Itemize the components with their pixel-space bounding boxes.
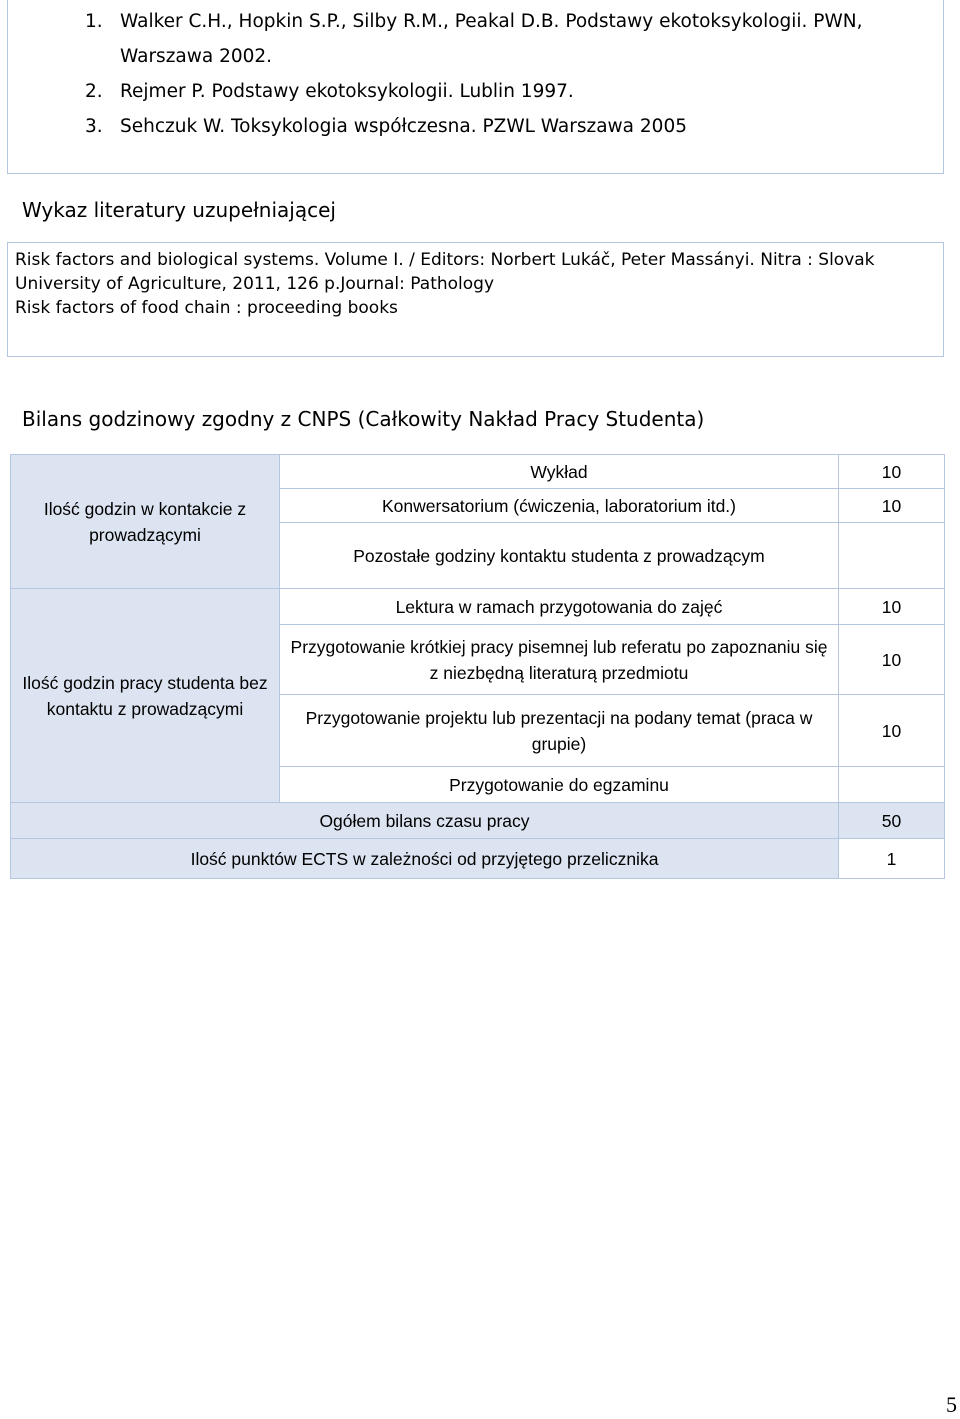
table-row: [11, 839, 945, 879]
supplementary-box: [7, 242, 944, 357]
literature-item: [8, 4, 940, 74]
balance-table: [10, 454, 945, 879]
literature-item-text: Sehczuk W. Toksykologia współczesna. PZWL Warszawa 2005: [120, 116, 687, 137]
activity-value: 10: [839, 625, 945, 695]
activity-label: Konwersatorium (ćwiczenia, laboratorium itd.): [280, 489, 839, 523]
literature-item: [8, 74, 940, 109]
table-row: [11, 455, 945, 489]
activity-value: 10: [839, 489, 945, 523]
ects-points-label: Ilość punktów ECTS w zależności od przyjętego przelicznika: [11, 839, 839, 879]
activity-value: 10: [839, 589, 945, 625]
total-hours-value: 50: [839, 803, 945, 839]
supplementary-heading: Wykaz literatury uzupełniającej: [22, 198, 336, 222]
supplementary-line: Risk factors of food chain : proceeding books: [15, 298, 398, 318]
total-hours-label: Ogółem bilans czasu pracy: [11, 803, 839, 839]
table-row: [11, 589, 945, 625]
supplementary-line: Risk factors and biological systems. Volume I. / Editors: Norbert Lukáč, Peter Massányi. Nitra : Slovak University of Agriculture, 2011, 126 p.Journal: Pathology: [15, 250, 875, 294]
balance-heading: Bilans godzinowy zgodny z CNPS (Całkowity Nakład Pracy Studenta): [22, 407, 705, 431]
literature-item-number: 1.: [85, 11, 103, 32]
activity-label: Przygotowanie do egzaminu: [280, 767, 839, 803]
literature-list: [8, 4, 940, 144]
activity-label: Przygotowanie krótkiej pracy pisemnej lub referatu po zapoznaniu się z niezbędną literaturą przedmiotu: [280, 625, 839, 695]
literature-item-number: 2.: [85, 81, 103, 102]
activity-value: [839, 523, 945, 589]
table-row: [11, 803, 945, 839]
activity-value: 10: [839, 455, 945, 489]
literature-item-number: 3.: [85, 116, 103, 137]
self-study-hours-label: Ilość godzin pracy studenta bez kontaktu z prowadzącymi: [11, 589, 280, 803]
literature-box: [7, 0, 944, 174]
activity-label: Lektura w ramach przygotowania do zajęć: [280, 589, 839, 625]
literature-item-text: Walker C.H., Hopkin S.P., Silby R.M., Peakal D.B. Podstawy ekotoksykologii. PWN, Warszawa 2002.: [120, 11, 863, 67]
activity-value: [839, 767, 945, 803]
activity-label: Pozostałe godziny kontaktu studenta z prowadzącym: [280, 523, 839, 589]
activity-label: Wykład: [280, 455, 839, 489]
contact-hours-label: Ilość godzin w kontakcie z prowadzącymi: [11, 455, 280, 589]
activity-value: 10: [839, 695, 945, 767]
activity-label: Przygotowanie projektu lub prezentacji na podany temat (praca w grupie): [280, 695, 839, 767]
page-number: 5: [946, 1392, 957, 1417]
ects-points-value: 1: [839, 839, 945, 879]
literature-item: [8, 109, 940, 144]
literature-item-text: Rejmer P. Podstawy ekotoksykologii. Lublin 1997.: [120, 81, 574, 102]
